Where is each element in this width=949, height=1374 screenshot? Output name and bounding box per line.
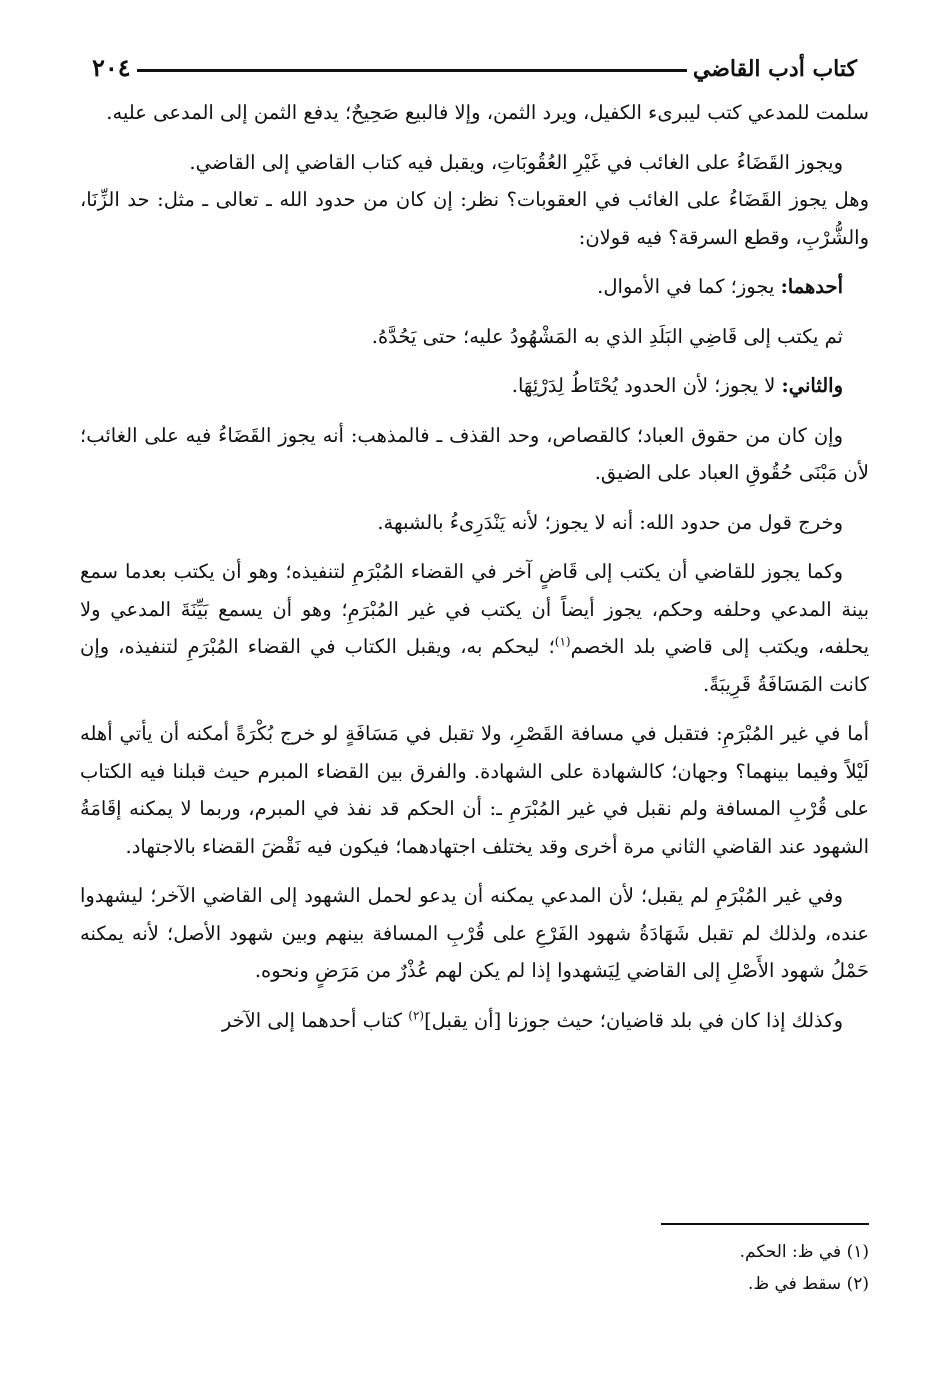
footnote-2: (٢) سقط في ظ. — [747, 1274, 869, 1294]
page-body — [80, 94, 869, 1051]
paragraph-10-part-2: كتاب أحدهما إلى الآخر — [221, 1008, 409, 1032]
footnotes — [80, 1236, 869, 1300]
opinion-first — [80, 268, 869, 306]
footnote-ref-1: (١) — [554, 634, 571, 649]
page-number: ٢٠٤ — [92, 53, 131, 82]
paragraph-2: ويجوز القَضَاءُ على الغائب في غَيْرِ العُقُوبَاتِ، ويقبل فيه كتاب القاضي إلى القاضي. — [189, 150, 843, 174]
paragraph-10-part-1: وكذلك إذا كان في بلد قاضيان؛ حيث جوزنا [أن يقبل] — [424, 1008, 843, 1032]
paragraph-9: وفي غير المُبْرَمِ لم يقبل؛ لأن المدعي يمكنه أن يدعو لحمل الشهود إلى القاضي الآخر؛ ليشهدوا عنده، ولذلك لم تقبل شَهَادَةُ شهود الفَرْعِ على قُرْبِ المسافة بينهم وبين شهود الأصل؛ لأنه يمكنه حَمْلُ شهود الأَصْلِ إلى القاضي لِيَشهدوا إذا لم يكن لهم عُذْرٌ من مَرَضٍ ونحوه. — [80, 884, 869, 982]
paragraph-6: وخرج قول من حدود الله: أنه لا يجوز؛ لأنه يَنْدَرِىءُ بالشبهة. — [377, 510, 843, 534]
paragraph-7 — [80, 553, 869, 703]
footnote-ref-2: (٢) — [408, 1008, 425, 1022]
footnote-1: (١) في ظ: الحكم. — [739, 1242, 869, 1262]
opinion-second — [80, 367, 869, 405]
opinion-second-text: لا يجوز؛ لأن الحدود يُحْتَاطُ لِدَرْئِهَا. — [511, 374, 782, 397]
footnote-rule — [661, 1223, 869, 1225]
opinion-first-lead: أحدهما: — [780, 275, 843, 298]
paragraph-5: وإن كان من حقوق العباد؛ كالقصاص، وحد القذف ـ فالمذهب: أنه يجوز القَضَاءُ فيه على الغائب؛ لأن مَبْنَى حُقُوقِ العباد على الضيق. — [80, 423, 869, 484]
book-title: كتاب أدب القاضي — [692, 56, 857, 82]
opinion-second-lead: والثاني: — [781, 374, 843, 397]
paragraph-1: سلمت للمدعي كتب ليبرىء الكفيل، ويرد الثمن، وإلا فالبيع صَحِيحٌ؛ يدفع الثمن إلى المدعى عليه. — [106, 101, 869, 124]
paragraph-7-part-2: ؛ ليحكم به، ويقبل الكتاب في القضاء المُبْرَمِ لتنفيذه، وإن كانت المَسَافَةُ قَرِيبَةً. — [80, 635, 869, 696]
paragraph-3: وهل يجوز القَضَاءُ على الغائب في العقوبات؟ نظر: إن كان من حدود الله ـ تعالى ـ مثل: حد الزِّنَا، والشُّرْبِ، وقطع السرقة؟ فيه قولان: — [80, 188, 869, 249]
header-rule — [137, 69, 687, 72]
paragraph-8: أما في غير المُبْرَمِ: فتقبل في مسافة القَصْرِ، ولا تقبل في مَسَافَةٍ لو خرج بُكْرَةً أمكنه أن يأتي أهله لَيْلاً وفيما بينهما؟ وجهان؛ كالشهادة على الشهادة. والفرق بين القضاء المبرم حيث قبلنا فيه الكتاب على قُرْبِ المسافة ولم نقبل في غير المُبْرَمِ ـ: أن الحكم قد نفذ في المبرم، وربما لا يمكنه إقَامَةُ الشهود عند القاضي الثاني مرة أخرى وقد يختلف اجتهادهما؛ فيكون فيه نَقْضَ القضاء بالاجتهاد. — [80, 722, 869, 858]
opinion-first-text: يجوز؛ كما في الأموال. — [597, 275, 781, 298]
page-header — [82, 38, 867, 82]
paragraph-10 — [80, 1002, 869, 1040]
paragraph-4: ثم يكتب إلى قَاضِي البَلَدِ الذي به المَشْهُودُ عليه؛ حتى يَحُدَّهُ. — [371, 324, 843, 348]
paragraph-7-part-1: وكما يجوز للقاضي أن يكتب إلى قَاضٍ آخر في القضاء المُبْرَمِ لتنفيذه؛ وهو أن يكتب بعدما سمع بينة المدعي وحلفه وحكم، يجوز أيضاً أن يكتب في غير المُبْرَمِ؛ وهو أن يسمع بَيِّنَةَ المدعي ولا يحلفه، ويكتب إلى قاضي بلد الخصم — [80, 560, 869, 658]
